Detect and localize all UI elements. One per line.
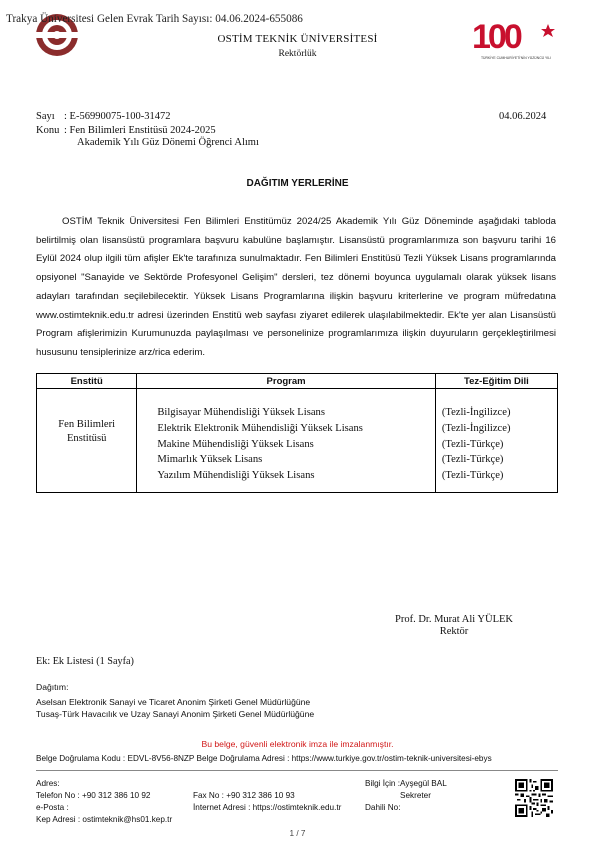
konu-label: Konu (36, 125, 60, 136)
konu-line-2: Akademik Yılı Güz Dönemi Öğrenci Alımı (77, 137, 259, 148)
verification-line: Belge Doğrulama Kodu : EDVL-8V56-8NZP Belge Doğrulama Adresi : https://www.turkiye.gov.tr/ostim-teknik-universitesi-ebys (36, 754, 492, 763)
footer-divider (36, 770, 558, 771)
footer-contact: Bilgi İçin :Ayşegül BAL (365, 779, 447, 788)
footer-extension: Dahili No: (365, 803, 401, 812)
centennial-number: 100 (472, 18, 520, 56)
footer-contact-role: Sekreter (400, 791, 431, 800)
program-item: Mimarlık Yüksek Lisans (157, 454, 263, 466)
qr-code-icon (515, 779, 553, 817)
sayi-value: : E-56990075-100-31472 (64, 111, 171, 122)
document-date: 04.06.2024 (499, 111, 547, 122)
institute-line-2: Enstitüsü (66, 433, 107, 444)
attachment-note: Ek: Ek Listesi (1 Sayfa) (36, 656, 134, 667)
program-item: Elektrik Elektronik Mühendisliği Yüksek Lisans (157, 422, 363, 434)
language-item: (Tezli-Türkçe) (441, 470, 504, 482)
incoming-document-stamp: Trakya Üniversitesi Gelen Evrak Tarih Sayısı: 04.06.2024-655086 (6, 13, 303, 25)
program-item: Makine Mühendisliği Yüksek Lisans (157, 438, 314, 450)
header-language: Tez-Eğitim Dili (435, 374, 557, 389)
e-signature-notice: Bu belge, güvenli elektronik imza ile imzalanmıştır. (201, 739, 394, 749)
footer-website: İnternet Adresi : https://ostimteknik.edu.tr (193, 803, 342, 812)
header-institute: Enstitü (37, 374, 137, 389)
signatory-title: Rektör (439, 626, 469, 637)
language-item: (Tezli-İngilizce) (441, 422, 511, 434)
footer-kep: Kep Adresi : ostimteknik@hs01.kep.tr (36, 815, 173, 824)
footer-address: Adres: (36, 779, 60, 788)
footer-fax: Fax No : +90 312 386 10 93 (193, 791, 295, 800)
body-paragraph: OSTİM Teknik Üniversitesi Fen Bilimleri Enstitümüz 2024/25 Akademik Yılı Güz Döneminde aşağıdaki tabloda belirtilmiş olan lisansüstü programlara başvuru kabulüne başlamıştır. Lisansüstü programlarımıza son başvuru tarihi 16 Eylül 2024 olup ilgili tüm afişler Ek'te tarafınıza sunulmaktadır. Fen Bilimleri Enstitüsü Tezli Yüksek Lisans programlarında opsiyonel "Sanayide ve Sektörde Profesyonel Gelişim" dersleri, tez dönemi boyunca uygulamalı olarak yüksek lisans adayları tarafından seçilebilecektir. Yüksek Lisans Programlarına ilişkin başvuru kriterlerine ve program müfredatına www.ostimteknik.edu.tr adresi üzerinden Enstitü web sayfası ziyaret edilerek ulaşılabilmektedir. Ek'te yer alan Lisansüstü Program afişlerimizin Kurumunuzda paylaşılması ve personelinize programlarımıza ilişkin duyuruların gerçekleştirilmesi hususunu tensiplerinize arz/rica ederim. (36, 216, 556, 358)
centennial-caption: TÜRKİYE CUMHURİYETİ'NİN YÜZÜNCÜ YILI (480, 56, 552, 60)
office-name: Rektörlük (278, 49, 317, 59)
page-number: 1 / 7 (289, 829, 306, 838)
sayi-label: Sayı (36, 111, 55, 122)
footer-email: e-Posta : (36, 803, 69, 812)
footer-phone: Telefon No : +90 312 386 10 92 (36, 791, 151, 800)
language-item: (Tezli-İngilizce) (441, 407, 511, 418)
distribution-item: Aselsan Elektronik Sanayi ve Ticaret Anonim Şirketi Genel Müdürlüğüne (36, 697, 311, 707)
distribution-item: Tusaş-Türk Havacılık ve Uzay Sanayi Anonim Şirketi Genel Müdürlüğüne (36, 709, 315, 719)
program-item: Yazılım Mühendisliği Yüksek Lisans (157, 470, 315, 482)
centennial-logo-icon (470, 14, 562, 62)
header-program: Program (137, 374, 435, 389)
distribution-heading: DAĞITIM YERLERİNE (246, 178, 349, 189)
distribution-label: Dağıtım: (36, 682, 69, 692)
table-header-row (37, 374, 558, 389)
language-cell (435, 389, 557, 493)
university-name: OSTİM TEKNİK ÜNİVERSİTESİ (217, 33, 378, 45)
konu-line-1: : Fen Bilimleri Enstitüsü 2024-2025 (64, 125, 216, 136)
letter-body (36, 213, 556, 363)
program-item: Bilgisayar Mühendisliği Yüksek Lisans (157, 407, 325, 418)
institute-line-1: Fen Bilimleri (58, 419, 116, 430)
table-row (37, 389, 558, 493)
language-item: (Tezli-Türkçe) (441, 438, 504, 450)
program-table (36, 373, 558, 493)
institute-cell (37, 389, 137, 493)
program-cell (137, 389, 435, 493)
signatory-name: Prof. Dr. Murat Ali YÜLEK (394, 614, 514, 625)
language-item: (Tezli-Türkçe) (441, 454, 504, 466)
